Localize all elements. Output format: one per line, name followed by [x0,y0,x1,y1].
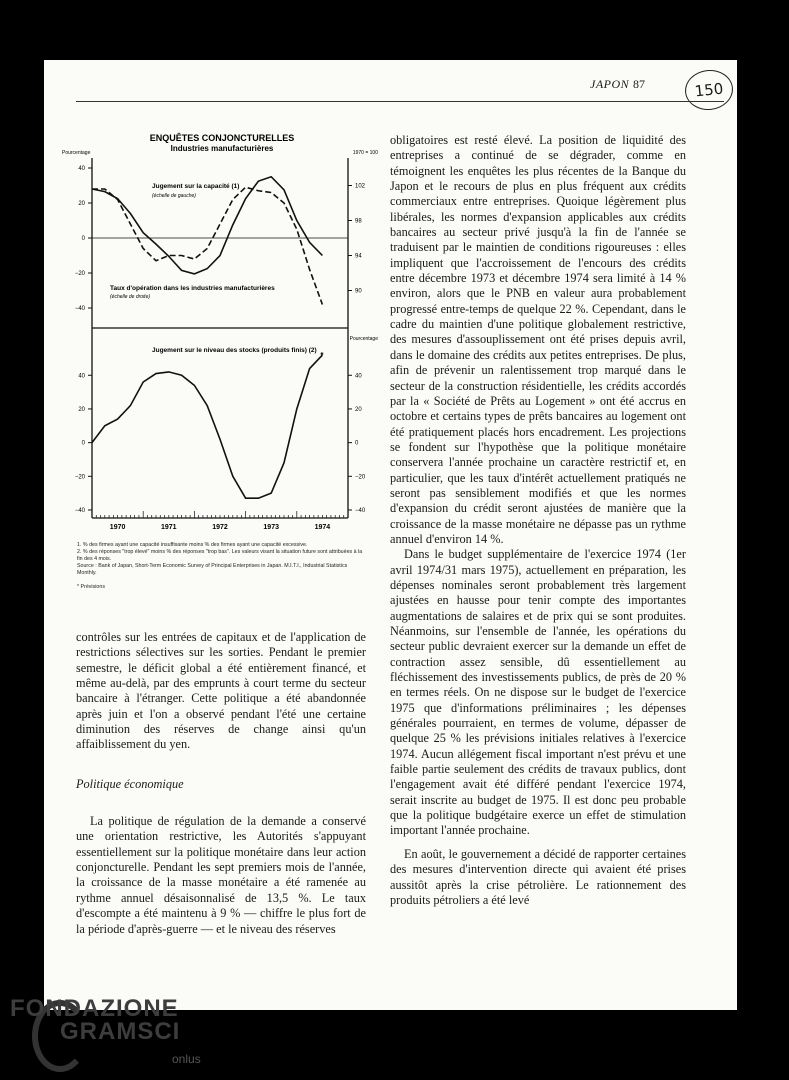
y-tick-label-right: −20 [355,474,366,481]
y-tick-label-right: 90 [355,288,362,295]
series-note-operating-rate: (échelle de droite) [110,294,151,300]
paragraph: obligatoires est resté élevé. La position de liquidité des entreprises a continué de se dégrader, comme en témoignent les enquêtes les plus récentes de la Banque du Japon et le recours de plus en plus fréquent aux crédits commerciaux entre entreprises. Quoique légèrement plus libérales, les normes d'expansion applicables aux crédits bancaires au secteur privé jusqu'à la fin de l'année se traduisent par le maintien de conditions rigoureuses : elles impliquent que l'accroissement de l'encours des crédits entre décembre 1973 et décembre 1974 sera limité à 14 % environ, alors que le PNB en valeur aura probablement progressé entre-temps de quelque 22 %. Cependant, dans le cadre du maintien d'une politique globalement restrictive, des mesures d'assouplissement ont été prises depuis avril, dans le domaine des crédits aux petites entreprises. De plus, afin de prévenir un ralentissement trop marqué dans le secteur de la construction résidentielle, les crédits accordés par la « Société de Prêts au Logement » ont été accrus en octobre et certains types de prêts bancaires au logement ont été pratiquement placés hors encadrement. Les projections se fondent sur l'hypothèse que la politique monétaire conservera l'année prochaine un caractère restrictif et, en particulier, que les taux d'intérêt actuellement pratiqués ne seront pas sensiblement modifiés et que les normes d'expansion du crédit seront ajustées de manière que la croissance de la masse monétaire ne dépasse pas un rythme annuel d'environ 14 %. [390,133,686,546]
x-tick-label: 1973 [263,524,279,531]
y-tick-label: 20 [78,201,85,207]
x-tick-label: 1974 [314,524,331,531]
x-tick-label: 1972 [212,524,228,531]
chart-title: ENQUÊTES CONJONCTURELLES [149,133,295,143]
y-tick-label-right: 20 [355,406,362,413]
y-tick-label: 40 [78,373,85,380]
handwritten-page-number: 150 [683,68,735,113]
series-label-operating-rate: Taux d'opération dans les industries manufacturières [110,285,275,292]
y-tick-label-right: 94 [355,253,362,260]
footnote-1: 1. % des firmes ayant une capacité insuffisante moins % des firmes ayant une capacité excessive. [77,542,308,548]
paragraph: Dans le budget supplémentaire de l'exercice 1974 (1er avril 1974/31 mars 1975), actuellement en préparation, les dépenses nominales seront probablement très largement ajustées en hausse pour tenir compte des importantes augmentations de salaires et de prix qui se sont produites. Néanmoins, sur l'ensemble de l'année, les opérations du secteur public devraient exercer sur la demande un effet de contraction assez sensible, dû essentiellement au fléchissement des investissements publics, de près de 20 % en termes réels. On ne dispose sur le budget de l'exercice 1975 que d'informations préliminaires ; les dépenses générales pourraient, en termes de volume, dépasser de quelque 25 % les prévisions initiales relatives à l'exercice 1974. Aucun allégement fiscal important n'est prévu et une faible partie seulement des crédits de travaux publics, dont l'engagement avait été différé pendant l'exercice 1974, serait inscrite au budget de 1975. Il est donc peu probable que la politique budgétaire exerce un effet de stimulation important l'année prochaine. [390,547,686,838]
running-header-title: JAPON [590,77,630,91]
y-tick-label-right: 98 [355,218,362,225]
chart-subtitle: Industries manufacturières [170,144,274,153]
y-tick-label: −20 [74,271,85,277]
y-tick-label: 20 [78,406,85,413]
paragraph: contrôles sur les entrées de capitaux et de l'application de restrictions sélectives sur les sorties. Pendant le premier semestre, le déficit global a été entièrement financé, et même au-delà, par des emprunts à court terme du secteur bancaire à l'étranger. Cette politique a été abandonnée après juin et l'on a observé pendant l'été une certaine diminution des réserves de change ainsi qu'un affaiblissement du yen. [76,630,366,752]
x-tick-label: 1970 [109,524,126,531]
y-tick-label-right: −40 [355,508,366,514]
y-tick-label: −40 [74,306,85,312]
forecast-marker: * [320,351,324,361]
y-tick-label-right: 0 [355,440,359,447]
y-tick-label: 40 [78,166,85,172]
watermark-line3: onlus [172,1052,201,1066]
footnote-2: 2. % des réponses "trop élevé" moins % des réponses "trop bas". Les valeurs visant la situation future sont attribuées à la fin des 4 mois. [77,549,363,562]
watermark-line1: FONDAZIONE [10,995,179,1022]
y-tick-label: 0 [81,440,85,447]
page-number: 87 [633,77,645,91]
y-tick-label: −20 [74,474,85,481]
watermark-line2: GRAMSCI [60,1018,181,1045]
y-tick-label: 0 [81,236,85,242]
y-axis-label-left: Pourcentage [62,150,91,156]
left-column [76,630,366,937]
y-tick-label-right: 40 [355,373,362,380]
panel2-y-label-right: Pourcentage [349,336,378,342]
y-tick-label-right: 102 [355,183,366,190]
y-axis-label-right: 1970 = 100 [352,150,378,156]
section-title: Politique économique [76,776,184,791]
survey-chart [60,128,380,598]
paragraph: En août, le gouvernement a décidé de rapporter certaines des mesures d'intervention directe qui avaient été prises aussitôt après la crise pétrolière. Le rationnement des produits pétroliers a été levé [390,846,686,907]
panel2-title: Jugement sur le niveau des stocks (produits finis) (2) [152,347,317,354]
paragraph: La politique de régulation de la demande a conservé une orientation restrictive, les Autorités s'appuyant essentiellement sur la politique monétaire dans leur action conjoncturelle. Pendant les sept premiers mois de l'année, la croissance de la masse monétaire a été ramenée au rythme annuel désaisonnalisé de 13,5 %. Le taux d'escompte a été maintenu à 9 % — chiffre le plus fort de la période d'après-guerre — et le niveau des réserves [76,814,366,936]
series-note-capacity: (échelle de gauche) [152,193,196,199]
x-tick-label: 1971 [161,524,177,531]
forecast-note: * Prévisions [77,584,105,590]
y-tick-label: −40 [74,508,85,514]
series-operating-rate-line [92,177,322,274]
chart-source: Source : Bank of Japan, Short-Term Economic Survey of Principal Enterprises in Japan. M.I.T.I., Industrial Statistics Monthly. [77,563,348,576]
series-label-capacity: Jugement sur la capacité (1) [152,183,240,190]
right-column [390,133,686,908]
series-stocks-line [92,355,322,498]
header-rule [76,101,724,102]
